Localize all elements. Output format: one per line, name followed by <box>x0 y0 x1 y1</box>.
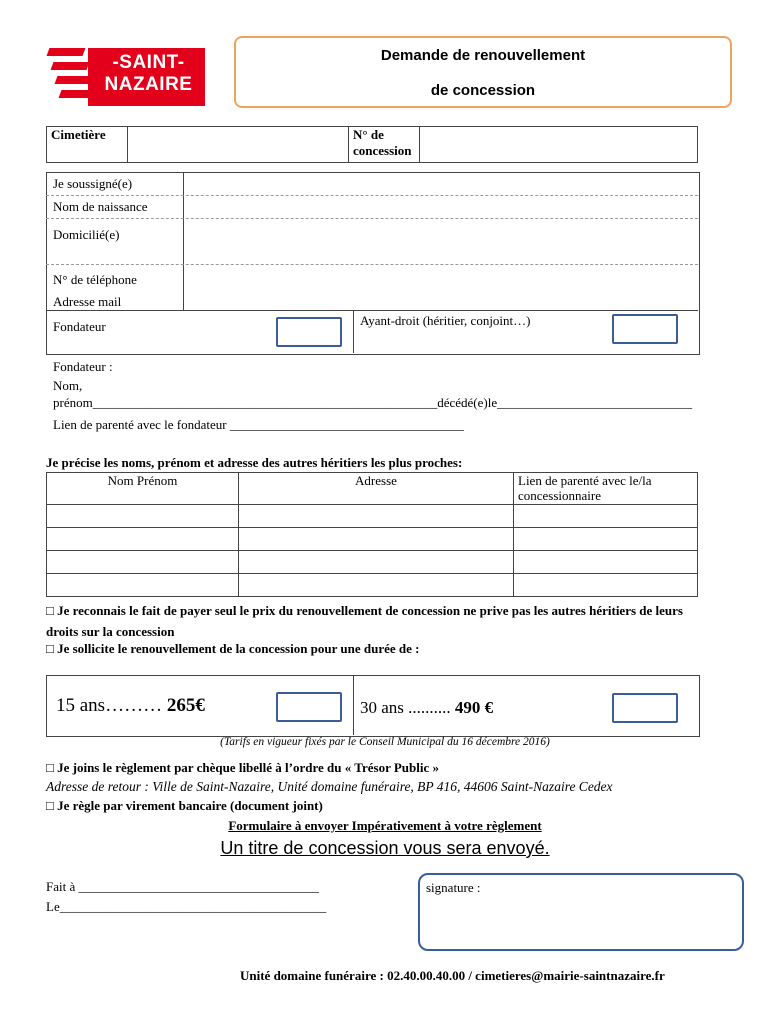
fait-a-line[interactable]: Fait à _____________________________________ <box>46 879 319 894</box>
telephone-label: N° de téléphone <box>53 272 137 287</box>
email-label: Adresse mail <box>53 294 122 309</box>
table-cell[interactable] <box>239 505 514 528</box>
titre-note: Un titre de concession vous sera envoyé. <box>220 838 550 858</box>
table-cell[interactable] <box>514 574 698 597</box>
soussigne-label: Je soussigné(e) <box>53 176 133 191</box>
domicilie-label: Domicilié(e) <box>53 227 120 242</box>
applicant-divider <box>183 172 184 310</box>
founder-lien-line[interactable]: Lien de parenté avec le fondateur ____________________________________ <box>53 417 464 432</box>
concession-number-label: N° de concession <box>349 127 420 163</box>
cimetiere-field[interactable] <box>128 127 349 163</box>
logo-line-2: NAZAIRE <box>104 74 193 95</box>
formulaire-note: Formulaire à envoyer Impérativement à votre règlement <box>228 818 542 833</box>
duration-15-label: 15 ans……… <box>56 695 163 716</box>
table-row <box>47 551 698 574</box>
table-row <box>47 528 698 551</box>
table-cell[interactable] <box>514 528 698 551</box>
ayant-droit-checkbox[interactable] <box>612 314 678 344</box>
duration-30-label: 30 ans .......... <box>360 698 451 717</box>
heirs-col-relation: Lien de parenté avec le/la concessionnaire <box>514 473 698 505</box>
duration-30-checkbox[interactable] <box>612 693 678 723</box>
founder-prenom-line[interactable]: prénom_____________________________________________________décédé(e)le______________________________ <box>53 395 693 410</box>
duration-30 <box>360 698 493 718</box>
payment-cheque[interactable]: □ Je joins le règlement par chèque libellé à l’ordre du « Trésor Public » <box>46 760 440 775</box>
cemetery-table <box>46 126 698 163</box>
table-cell[interactable] <box>239 528 514 551</box>
duration-divider <box>353 675 354 735</box>
signature-box[interactable] <box>418 873 744 951</box>
nom-naissance-label: Nom de naissance <box>53 199 148 214</box>
table-row <box>47 505 698 528</box>
statement-request[interactable]: □ Je sollicite le renouvellement de la concession pour une durée de : <box>46 641 420 656</box>
signature-label: signature : <box>426 880 481 895</box>
payment-virement[interactable]: □ Je règle par virement bancaire (document joint) <box>46 798 323 813</box>
tarifs-note: (Tarifs en vigueur fixés par le Conseil Municipal du 16 décembre 2016) <box>220 736 550 748</box>
row-line <box>46 218 698 219</box>
duration-30-price: 490 € <box>454 698 494 717</box>
table-cell[interactable] <box>47 574 239 597</box>
heirs-table <box>46 472 698 597</box>
title-line-1: Demande de renouvellement <box>380 47 586 64</box>
fondateur-checkbox[interactable] <box>276 317 342 347</box>
ayant-droit-label: Ayant-droit (héritier, conjoint…) <box>360 313 531 328</box>
concession-number-field[interactable] <box>420 127 698 163</box>
table-cell[interactable] <box>47 551 239 574</box>
founder-nom: Nom, <box>53 378 83 393</box>
row-line <box>46 264 698 265</box>
founder-heading: Fondateur : <box>53 359 113 374</box>
footer-contact: Unité domaine funéraire : 02.40.00.40.00 / cimetieres@mairie-saintnazaire.fr <box>240 968 665 983</box>
duration-15-checkbox[interactable] <box>276 692 342 722</box>
table-cell[interactable] <box>47 505 239 528</box>
statement-acknowledge[interactable]: □ Je reconnais le fait de payer seul le prix du renouvellement de concession ne prive pas les autres héritiers de leurs droits sur la concession <box>46 603 683 639</box>
cimetiere-label: Cimetière <box>47 127 128 163</box>
table-cell[interactable] <box>47 528 239 551</box>
title-line-2: de concession <box>430 82 536 99</box>
date-line[interactable]: Le_________________________________________ <box>46 899 327 914</box>
col-line <box>353 310 354 353</box>
logo-line-1: -SAINT- <box>112 52 185 73</box>
table-cell[interactable] <box>239 574 514 597</box>
title-box <box>234 36 732 108</box>
table-cell[interactable] <box>239 551 514 574</box>
heirs-col-address: Adresse <box>239 473 514 505</box>
saint-nazaire-logo <box>48 44 206 106</box>
fondateur-label: Fondateur <box>53 319 106 334</box>
heirs-heading: Je précise les noms, prénom et adresse des autres héritiers les plus proches: <box>46 455 463 470</box>
table-cell[interactable] <box>514 505 698 528</box>
duration-15-price: 265€ <box>166 695 205 716</box>
heirs-col-name: Nom Prénom <box>47 473 239 505</box>
row-line <box>46 310 698 311</box>
duration-15 <box>56 695 205 717</box>
row-line <box>46 195 698 196</box>
return-address: Adresse de retour : Ville de Saint-Nazaire, Unité domaine funéraire, BP 416, 44606 Saint-Nazaire Cedex <box>46 779 613 794</box>
table-row <box>47 574 698 597</box>
table-cell[interactable] <box>514 551 698 574</box>
